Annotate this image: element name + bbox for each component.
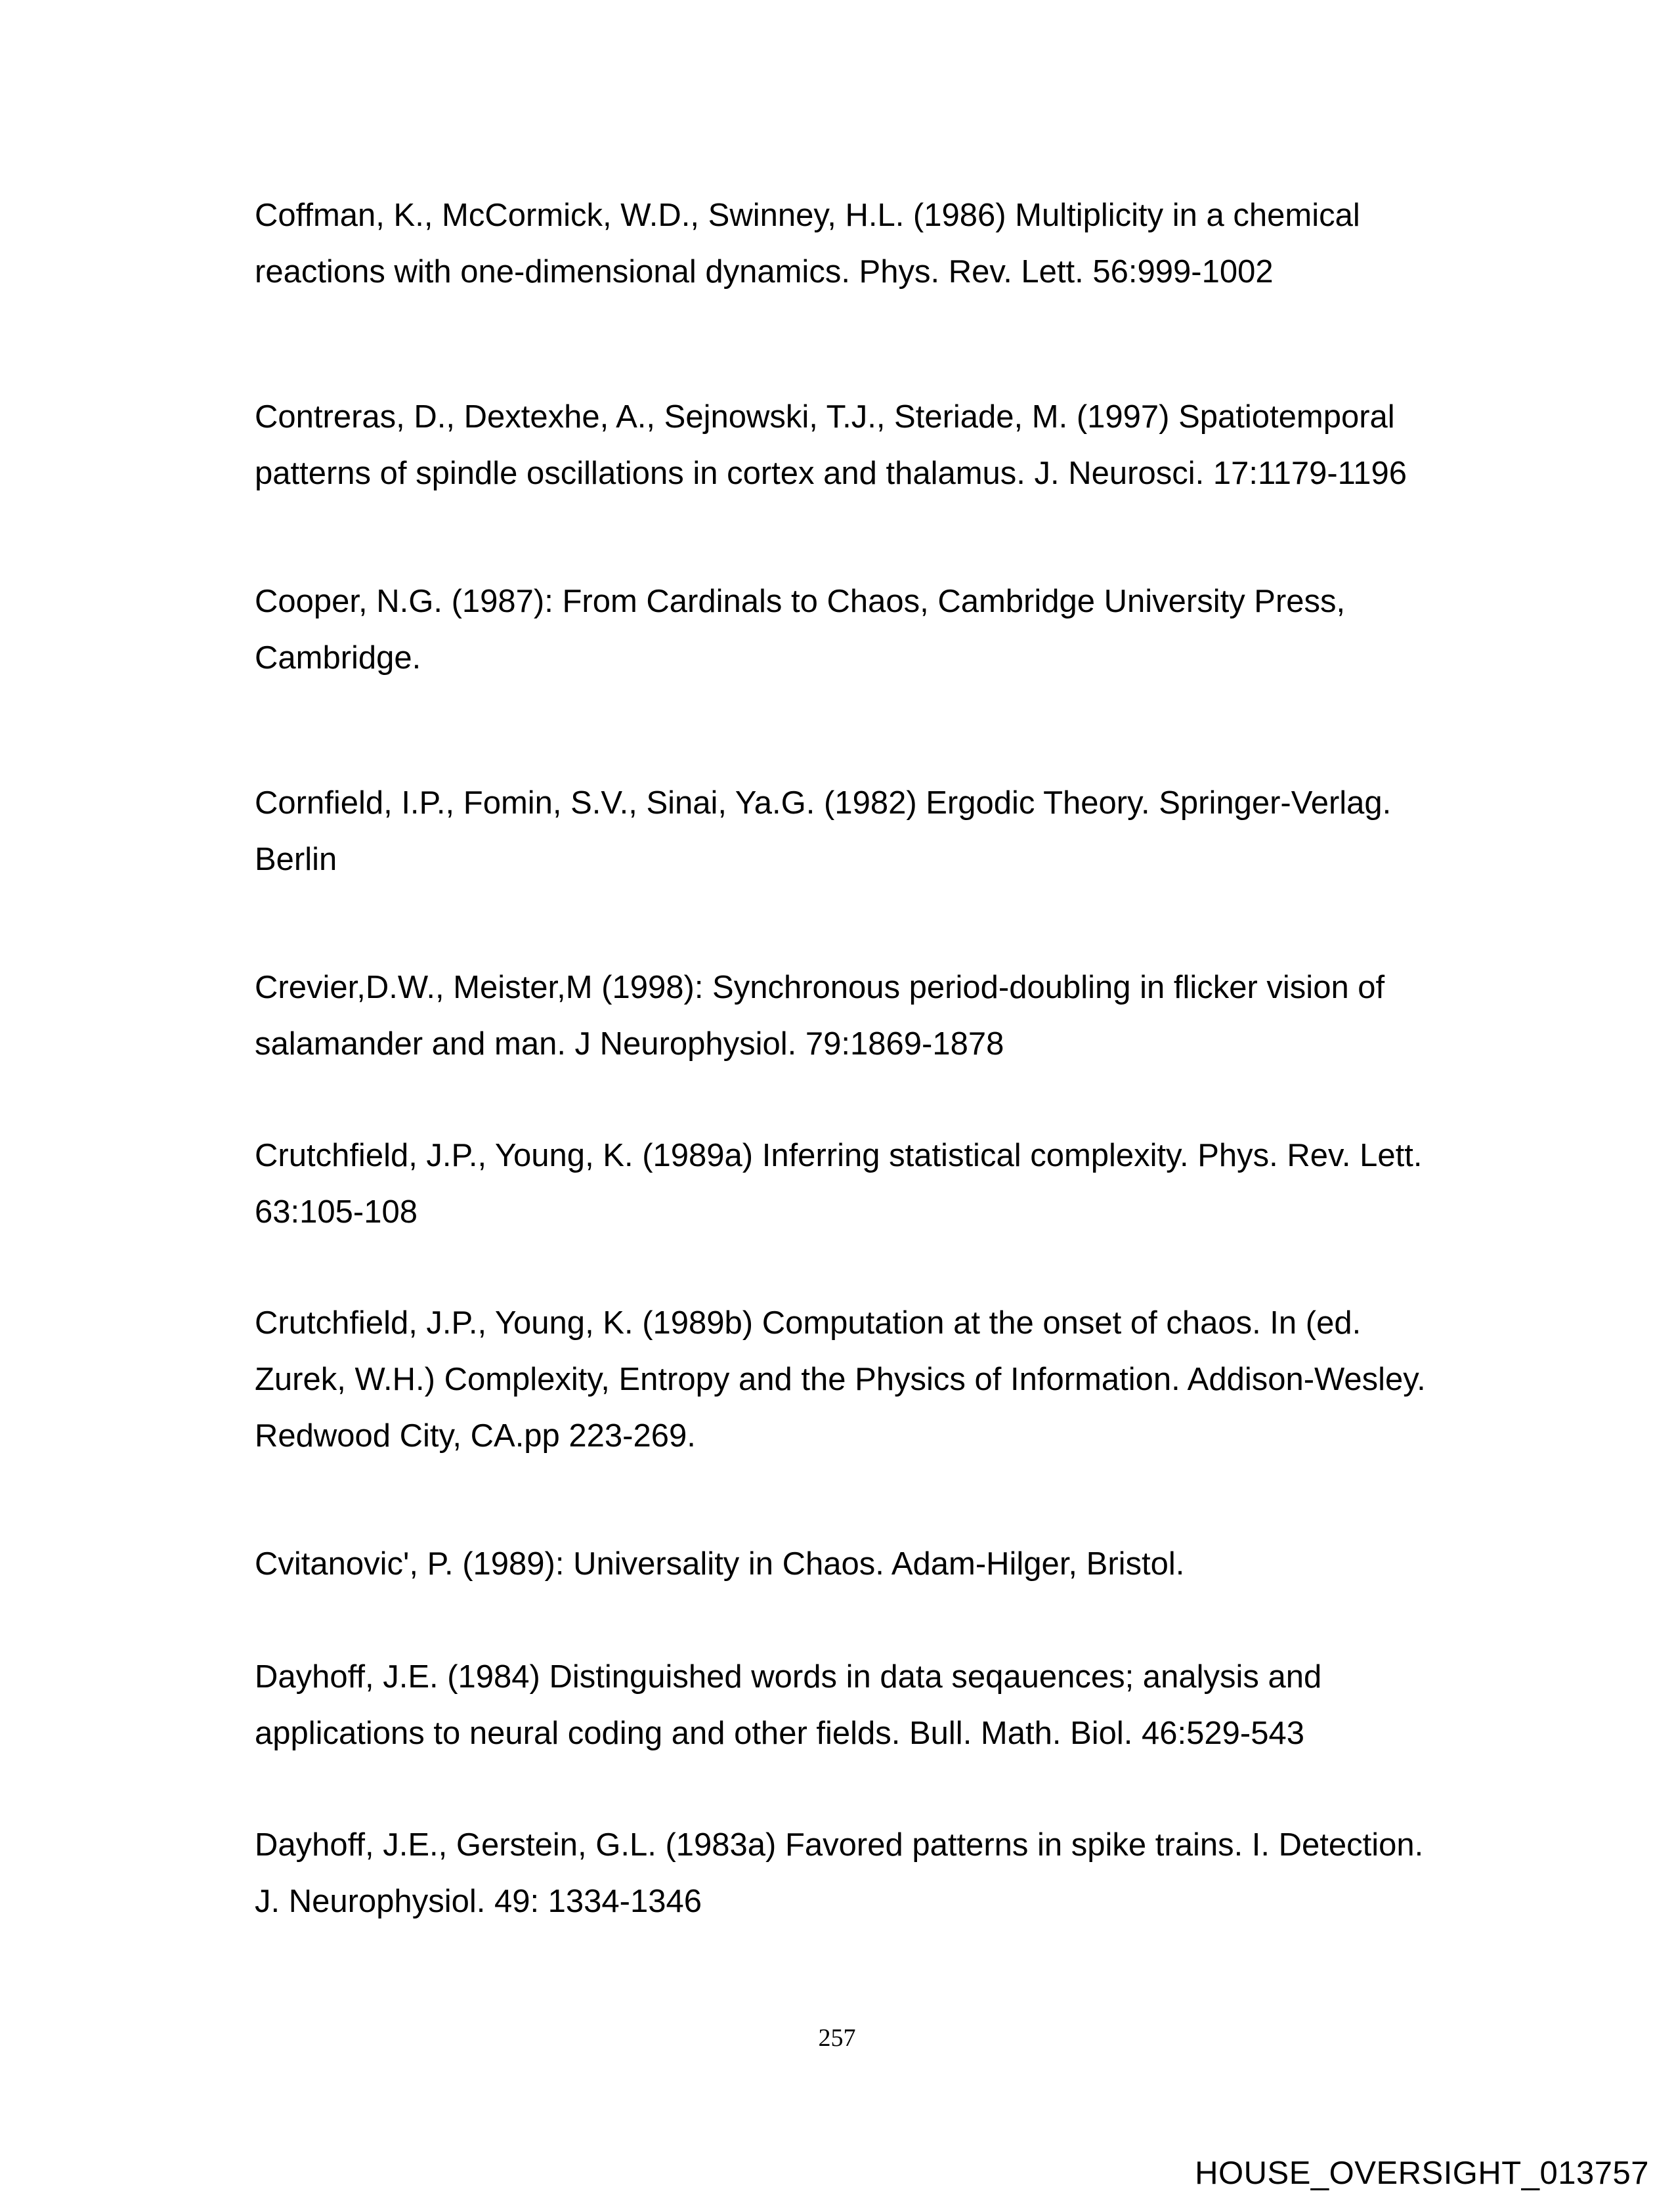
reference-line: Redwood City, CA.pp 223-269. xyxy=(255,1418,696,1454)
reference-entry xyxy=(255,1536,1476,1592)
reference-line: Berlin xyxy=(255,842,337,877)
reference-line: Cooper, N.G. (1987): From Cardinals to Chaos, Cambridge University Press, xyxy=(255,584,1346,619)
reference-line: Zurek, W.H.) Complexity, Entropy and the Physics of Information. Addison-Wesley. xyxy=(255,1362,1426,1397)
reference-line: Cornfield, I.P., Fomin, S.V., Sinai, Ya.G. (1982) Ergodic Theory. Springer-Verlag. xyxy=(255,785,1392,821)
reference-entry xyxy=(255,1817,1476,1930)
reference-entry xyxy=(255,573,1476,686)
reference-entry xyxy=(255,959,1476,1072)
reference-line: patterns of spindle oscillations in cortex and thalamus. J. Neurosci. 17:1179-1196 xyxy=(255,456,1407,491)
reference-line: applications to neural coding and other fields. Bull. Math. Biol. 46:529-543 xyxy=(255,1716,1304,1751)
reference-entry xyxy=(255,1127,1476,1240)
reference-line: Crutchfield, J.P., Young, K. (1989a) Inferring statistical complexity. Phys. Rev. Lett. xyxy=(255,1138,1423,1173)
reference-line: salamander and man. J Neurophysiol. 79:1869-1878 xyxy=(255,1026,1004,1062)
reference-line: reactions with one-dimensional dynamics. Phys. Rev. Lett. 56:999-1002 xyxy=(255,254,1274,290)
page-number: 257 xyxy=(818,2024,856,2052)
reference-line: J. Neurophysiol. 49: 1334-1346 xyxy=(255,1884,702,1919)
reference-entry xyxy=(255,1295,1476,1464)
reference-line: Dayhoff, J.E., Gerstein, G.L. (1983a) Favored patterns in spike trains. I. Detection. xyxy=(255,1827,1424,1863)
reference-entry xyxy=(255,1649,1476,1762)
reference-entry xyxy=(255,775,1476,888)
reference-line: 63:105-108 xyxy=(255,1194,418,1230)
reference-entry xyxy=(255,187,1476,300)
reference-line: Coffman, K., McCormick, W.D., Swinney, H.L. (1986) Multiplicity in a chemical xyxy=(255,198,1360,233)
reference-line: Crevier,D.W., Meister,M (1998): Synchronous period-doubling in flicker vision of xyxy=(255,970,1385,1005)
reference-line: Cvitanovic', P. (1989): Universality in Chaos. Adam-Hilger, Bristol. xyxy=(255,1546,1185,1582)
reference-line: Dayhoff, J.E. (1984) Distinguished words in data seqauences; analysis and xyxy=(255,1659,1322,1695)
reference-line: Crutchfield, J.P., Young, K. (1989b) Computation at the onset of chaos. In (ed. xyxy=(255,1305,1362,1341)
reference-entry xyxy=(255,389,1476,502)
reference-line: Cambridge. xyxy=(255,640,421,676)
bates-number: HOUSE_OVERSIGHT_013757 xyxy=(1195,2156,1649,2191)
reference-line: Contreras, D., Dextexhe, A., Sejnowski, T.J., Steriade, M. (1997) Spatiotemporal xyxy=(255,399,1395,435)
